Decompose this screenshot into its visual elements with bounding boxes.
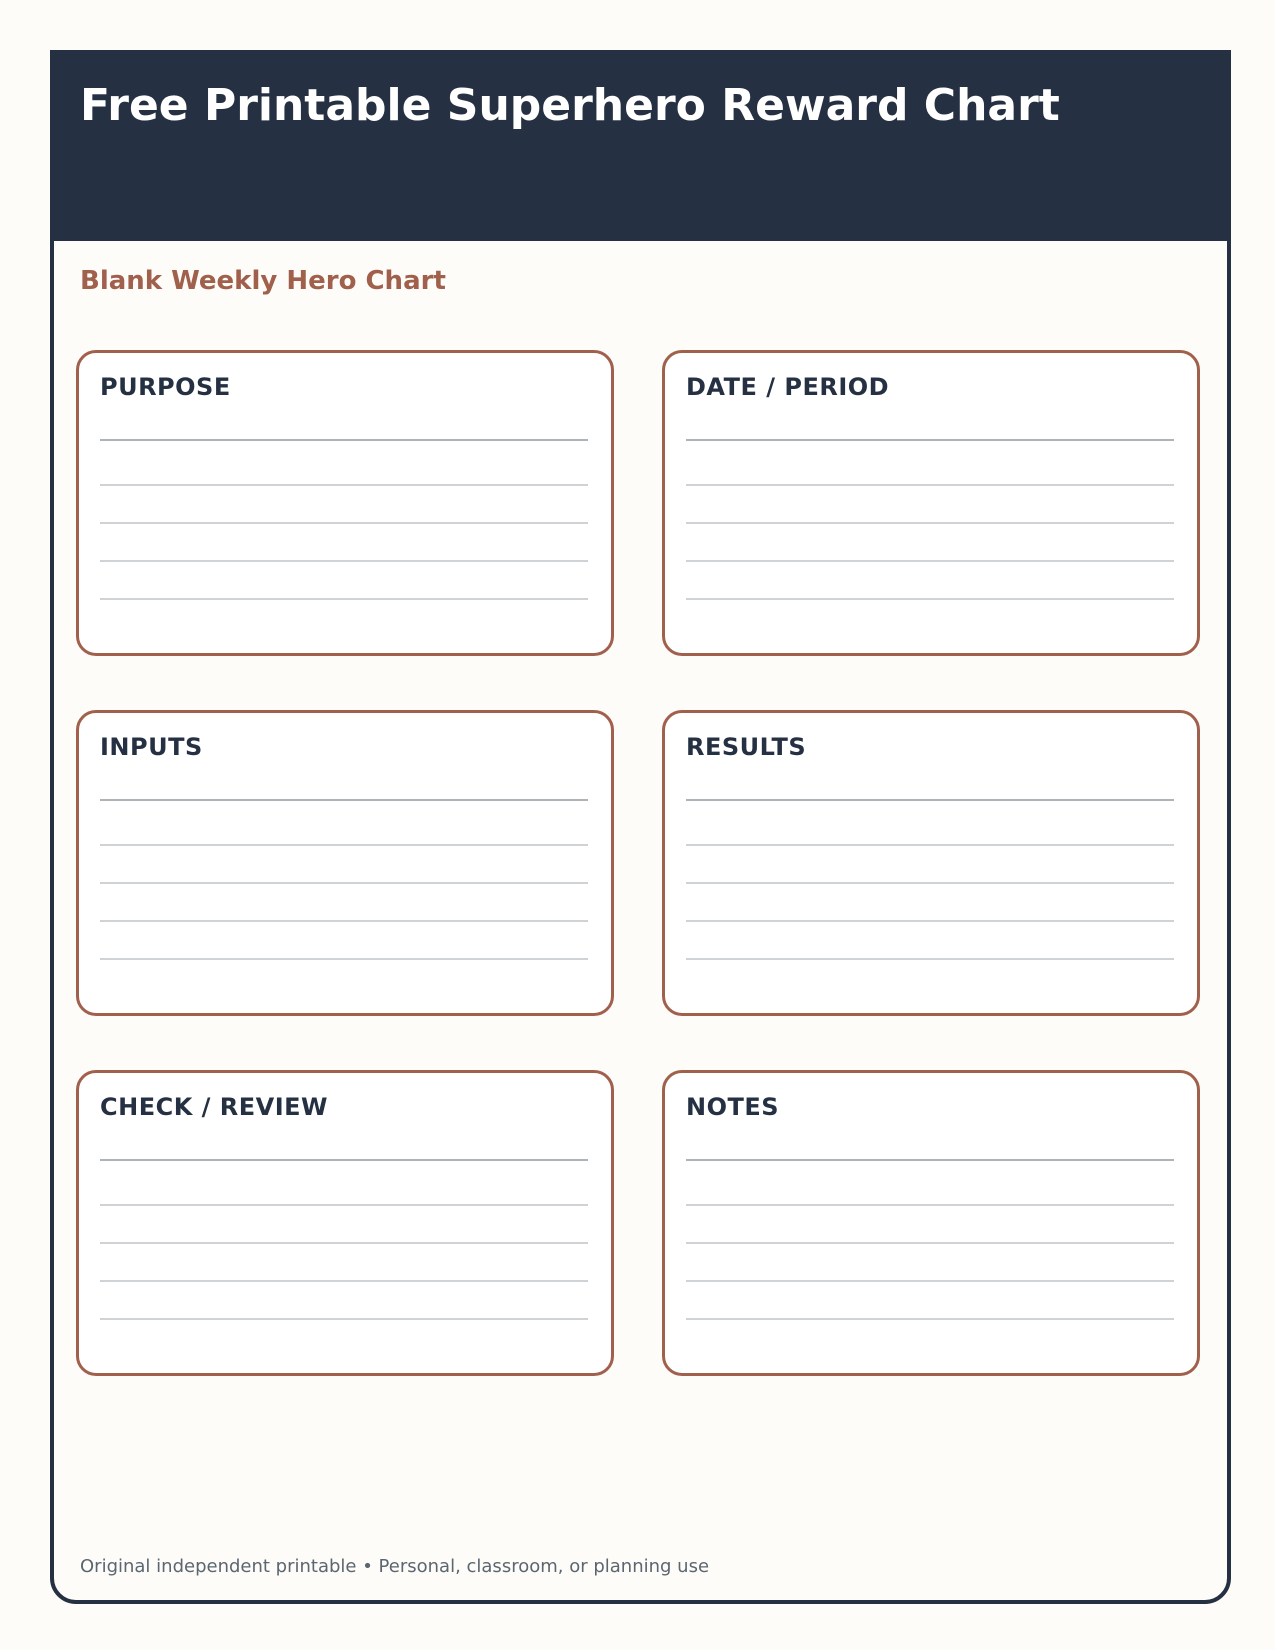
section-card-notes — [662, 1070, 1200, 1376]
writing-line — [686, 1242, 1174, 1244]
writing-line — [686, 560, 1174, 562]
section-card-results — [662, 710, 1200, 1016]
section-label: DATE / PERIOD — [686, 373, 890, 401]
writing-line — [100, 484, 588, 486]
section-label: CHECK / REVIEW — [100, 1093, 329, 1121]
writing-line — [686, 799, 1174, 801]
writing-line — [100, 1280, 588, 1282]
writing-line — [686, 1318, 1174, 1320]
writing-line — [686, 439, 1174, 441]
header-band — [54, 54, 1227, 241]
writing-line — [686, 484, 1174, 486]
printable-page — [50, 50, 1231, 1604]
section-label: NOTES — [686, 1093, 780, 1121]
writing-line — [686, 958, 1174, 960]
section-label: PURPOSE — [100, 373, 231, 401]
section-card-purpose — [76, 350, 614, 656]
section-card-check-review — [76, 1070, 614, 1376]
writing-line — [686, 920, 1174, 922]
footer-note: Original independent printable • Personal, classroom, or planning use — [80, 1556, 710, 1577]
writing-line — [100, 1242, 588, 1244]
writing-line — [100, 1318, 588, 1320]
page-title: Free Printable Superhero Reward Chart — [80, 80, 1060, 131]
section-label: RESULTS — [686, 733, 807, 761]
section-card-inputs — [76, 710, 614, 1016]
writing-line — [100, 799, 588, 801]
writing-line — [100, 920, 588, 922]
writing-line — [100, 844, 588, 846]
writing-line — [100, 560, 588, 562]
writing-line — [686, 844, 1174, 846]
writing-line — [100, 439, 588, 441]
writing-line — [686, 522, 1174, 524]
writing-line — [686, 1280, 1174, 1282]
writing-line — [686, 598, 1174, 600]
writing-line — [686, 1204, 1174, 1206]
writing-line — [100, 1159, 588, 1161]
writing-line — [100, 1204, 588, 1206]
writing-line — [686, 1159, 1174, 1161]
writing-line — [100, 522, 588, 524]
writing-line — [100, 958, 588, 960]
writing-line — [100, 598, 588, 600]
section-label: INPUTS — [100, 733, 203, 761]
page-subtitle: Blank Weekly Hero Chart — [80, 266, 446, 296]
writing-line — [686, 882, 1174, 884]
writing-line — [100, 882, 588, 884]
section-card-date-period — [662, 350, 1200, 656]
